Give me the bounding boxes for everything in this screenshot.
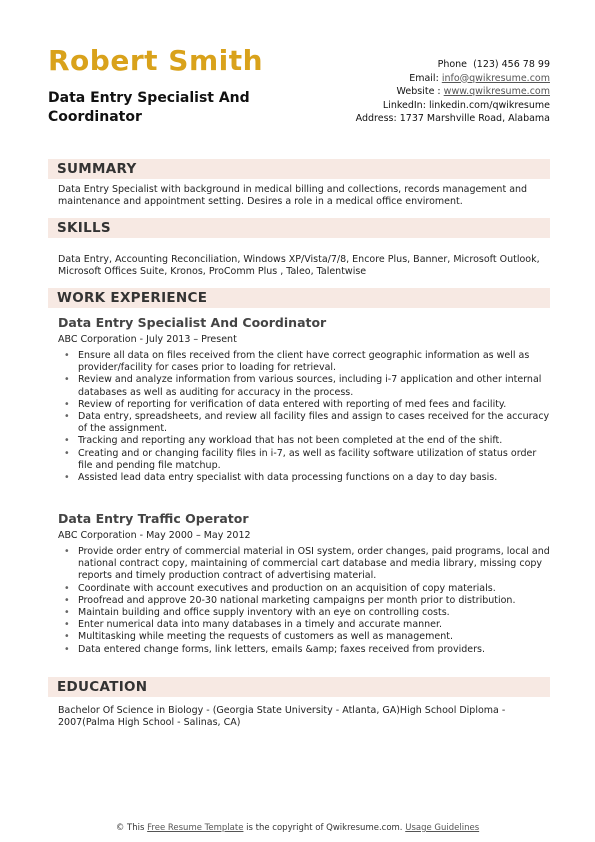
list-item: • Coordinate with account executives and production on an acquisition of copy materials. xyxy=(64,582,496,594)
bullet-icon: • xyxy=(64,631,70,643)
bullet-icon: • xyxy=(64,582,70,594)
list-item: • Creating and or changing facility files in i-7, as well as facility software utilization of status order file and pending file matchup. xyxy=(64,447,537,471)
skills-heading: SKILLS xyxy=(57,220,111,236)
contact-email xyxy=(356,72,550,86)
contact-block xyxy=(356,58,550,126)
job-title: Data Entry Specialist And Coordinator xyxy=(58,315,327,330)
list-item: • Data entered change forms, link letters, emails &amp; faxes received from providers. xyxy=(64,643,486,655)
job-company-dates: ABC Corporation - July 2013 – Present xyxy=(58,334,237,345)
skills-section-header xyxy=(48,218,550,238)
bullet-icon: • xyxy=(64,643,70,655)
linkedin-value[interactable]: linkedin.com/qwikresume xyxy=(428,99,550,111)
bullet-icon: • xyxy=(64,411,70,423)
candidate-title: Data Entry Specialist And Coordinator xyxy=(48,90,250,125)
bullet-icon: • xyxy=(64,594,70,606)
list-item: • Review of reporting for verification of data entered with reporting of med fees and facility. xyxy=(64,398,507,410)
email-link[interactable]: info@qwikresume.com xyxy=(441,72,550,84)
bullet-icon: • xyxy=(64,447,70,459)
list-item: • Data entry, spreadsheets, and review all facility files and assign to cases received for the accuracy of the assignment. xyxy=(64,411,550,435)
contact-phone xyxy=(356,58,550,72)
list-item: • Tracking and reporting any workload that has not been completed at the end of the shift. xyxy=(64,435,503,447)
bullet-icon: • xyxy=(64,435,70,447)
footer-prefix: © This xyxy=(115,823,145,833)
education-heading: EDUCATION xyxy=(57,679,148,695)
summary-section-header xyxy=(48,159,550,179)
bullet-icon: • xyxy=(64,350,70,361)
skills-text: Data Entry, Accounting Reconciliation, Windows XP/Vista/7/8, Encore Plus, Banner, Microsoft Outlook, Microsoft Offices Suite, Kronos, ProComm Plus , Taleo, Talentwise xyxy=(58,254,540,278)
job-title: Data Entry Traffic Operator xyxy=(58,511,249,526)
address-value: 1737 Marshville Road, Alabama xyxy=(399,113,550,124)
experience-section-header xyxy=(48,288,550,308)
job-bullet-list xyxy=(58,350,552,484)
list-item: • Maintain building and office supply inventory with an eye on controlling costs. xyxy=(64,607,450,619)
list-item: • Review and analyze information from various sources, including i-7 application and other internal databases as well as auditing for accuracy in the process. xyxy=(64,374,542,398)
address-label: Address: xyxy=(355,113,397,124)
usage-guidelines-link[interactable]: Usage Guidelines xyxy=(405,823,480,833)
footer xyxy=(0,823,595,833)
list-item: • Proofread and approve 20-30 national marketing campaigns per month prior to distribution. xyxy=(64,594,516,606)
website-link[interactable]: www.qwikresume.com xyxy=(443,86,550,97)
linkedin-label: LinkedIn: xyxy=(382,99,426,111)
bullet-icon: • xyxy=(64,607,70,619)
bullet-icon: • xyxy=(64,472,70,484)
job-bullet-list xyxy=(58,546,552,656)
education-text: Bachelor Of Science in Biology - (Georgia State University - Atlanta, GA)High School Diploma - 2007(Palma High School - Salinas, CA) xyxy=(58,705,506,729)
experience-heading: WORK EXPERIENCE xyxy=(57,290,208,306)
contact-linkedin xyxy=(356,99,550,113)
phone-value: (123) 456 78 99 xyxy=(473,59,550,70)
footer-middle: is the copyright of Qwikresume.com. xyxy=(246,823,403,833)
list-item: • Enter numerical data into many databases in a timely and accurate manner. xyxy=(64,619,443,631)
candidate-name: Robert Smith xyxy=(48,44,264,77)
job-company-dates: ABC Corporation - May 2000 – May 2012 xyxy=(58,530,251,541)
contact-address xyxy=(356,112,550,126)
bullet-icon: • xyxy=(64,546,70,557)
list-item: • Assisted lead data entry specialist with data processing functions on a day to day basis. xyxy=(64,472,498,484)
list-item: • Provide order entry of commercial material in OSI system, order changes, paid programs, local and national contract copy, maintaining of commercial cart database and media library, missing copy reports and timely production contract of advertising material. xyxy=(64,546,550,582)
list-item: • Ensure all data on files received from the client have correct geographic information as well as provider/facility for cases prior to loading for retrieval. xyxy=(64,350,530,374)
bullet-icon: • xyxy=(64,374,70,386)
email-label: Email: xyxy=(409,72,439,84)
summary-text: Data Entry Specialist with background in medical billing and collections, records management and maintenance and appointment setting. Desires a role in a medical office enviroment. xyxy=(58,184,528,208)
website-label: Website : xyxy=(396,86,441,97)
contact-website xyxy=(356,85,550,99)
bullet-icon: • xyxy=(64,619,70,631)
summary-heading: SUMMARY xyxy=(57,161,137,177)
phone-label: Phone xyxy=(437,59,468,70)
list-item: • Multitasking while meeting the requests of customers as well as management. xyxy=(64,631,453,643)
education-section-header xyxy=(48,677,550,697)
free-resume-template-link[interactable]: Free Resume Template xyxy=(147,823,244,833)
bullet-icon: • xyxy=(64,398,70,410)
